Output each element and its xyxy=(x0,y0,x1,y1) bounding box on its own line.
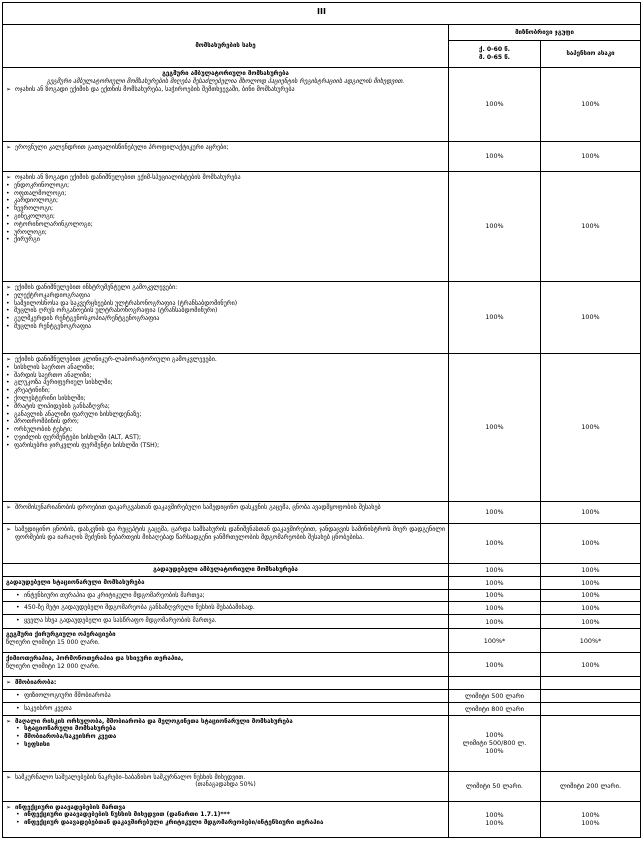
arrow-bullet-icon: ➢ xyxy=(6,679,12,687)
sub-item: კარდიოლოგი; xyxy=(14,197,59,205)
bullet-icon: • xyxy=(16,811,20,819)
bullet-icon: • xyxy=(6,181,10,189)
table-row xyxy=(3,576,641,589)
section-heading: ქიმიოთერაპია, ჰორმონოთერაპია და სხივური თერაპია, xyxy=(6,655,184,663)
service-item: ინფექციური დაავადებების მართვა xyxy=(15,803,126,811)
service-item: ოჯახის ან ზოგადი ექიმის და ექთნის მომსახურება, საჭიროების შემთხვევაში, ბინი მომსახურება xyxy=(15,85,295,93)
table-row xyxy=(3,172,641,282)
bullet-icon: • xyxy=(6,220,10,228)
sub-item: შარდის საერთო ანალიზი; xyxy=(14,371,92,379)
service-cell xyxy=(3,801,449,837)
bullet-icon: • xyxy=(6,394,10,402)
service-cell xyxy=(3,502,449,524)
sub-item: უროლოგი; xyxy=(14,228,47,236)
value-cell: 100% xyxy=(449,282,541,354)
value-cell: 100% xyxy=(449,576,541,589)
value-cell: ლიმიტი 800 ლარი xyxy=(449,702,541,715)
service-cell xyxy=(3,677,449,690)
arrow-bullet-icon: ➢ xyxy=(6,356,12,363)
bullet-icon: • xyxy=(16,617,20,625)
value-cell: 100% xyxy=(541,653,641,677)
value-cell xyxy=(449,677,541,690)
value-cell: 100% xyxy=(449,68,541,142)
value-line: 100% xyxy=(485,819,504,828)
sub-item: გლუკოზა პერიფერიულ სისხლში; xyxy=(14,379,113,387)
service-item: ეროვნული კალენდრით გათვალისწინებული პროფილაქტიკური აცრები; xyxy=(15,144,229,151)
table-row xyxy=(3,564,641,577)
value-cell xyxy=(541,702,641,715)
bullet-icon: • xyxy=(16,691,20,699)
sub-item: ელექტროკარდიოგრაფია xyxy=(14,291,91,299)
bullet-icon: • xyxy=(6,236,10,244)
service-cell xyxy=(3,702,449,715)
section-heading: მშობიარობა: xyxy=(15,679,57,687)
bullet-icon: • xyxy=(6,212,10,220)
value-line: 100% xyxy=(485,810,504,819)
service-cell xyxy=(3,524,449,564)
table-row xyxy=(3,653,641,677)
sub-item: ორსულობის ტესტი; xyxy=(14,426,73,434)
pension-age-header: საპენსიო ასაკი xyxy=(541,41,641,68)
table-title: III xyxy=(3,3,641,25)
table-row xyxy=(3,602,641,615)
age-group-header: ქ. 0-60 წ. მ. 0-65 წ. xyxy=(449,41,541,68)
bullet-icon: • xyxy=(16,725,20,733)
service-cell xyxy=(3,589,449,602)
arrow-bullet-icon: ➢ xyxy=(6,717,12,725)
sub-item: ოფთალმოლოგი; xyxy=(14,189,67,197)
table-row xyxy=(3,589,641,602)
bullet-icon: • xyxy=(16,604,20,612)
sub-item: ინფექციურ დაავადებებთან დაკავშირებული კრიტიკული მდგომარეობები/ინტენსიური თერაპია xyxy=(24,819,324,827)
service-cell xyxy=(3,653,449,677)
bullet-icon: • xyxy=(6,291,10,299)
arrow-bullet-icon: ➢ xyxy=(6,174,12,181)
value-cell xyxy=(449,801,541,837)
arrow-bullet-icon: ➢ xyxy=(6,144,12,151)
service-item: სამკურნალო საშუალებების ნაკრები–საბაზისო სამკურნალო ნუსხის მიხედვით. xyxy=(15,773,246,781)
copay-note: (თანაგადახდა 50%) xyxy=(195,781,256,789)
table-row xyxy=(3,801,641,837)
service-cell xyxy=(3,715,449,771)
value-line: 100% xyxy=(485,730,504,739)
value-line: 100% xyxy=(485,747,504,756)
service-item: ექიმის დანიშნულებით კლინიკურ-ლაბორატორიული გამოკვლევები. xyxy=(15,356,217,363)
section-heading: გადაუდებელი ამბულატორიული მომსახურება xyxy=(3,564,449,577)
arrow-bullet-icon: ➢ xyxy=(6,526,12,533)
value-cell: 100% xyxy=(541,282,641,354)
sub-item: სისხლის საერთო ანალიზი; xyxy=(14,363,95,371)
value-cell: 100% xyxy=(541,172,641,282)
bullet-icon: • xyxy=(6,402,10,410)
bullet-icon: • xyxy=(6,426,10,434)
bullet-icon: • xyxy=(16,733,20,741)
value-cell: 100% xyxy=(449,615,541,629)
value-line: ლიმიტი 500/800 ლ. xyxy=(462,738,527,747)
bullet-icon: • xyxy=(6,441,10,449)
service-cell xyxy=(3,615,449,629)
value-cell: 100% xyxy=(541,142,641,172)
value-cell xyxy=(449,715,541,771)
table-row xyxy=(3,524,641,564)
value-cell xyxy=(541,801,641,837)
service-cell xyxy=(3,771,449,801)
sub-item: ფარისებრი ჯირკვლის ფერმენტი სისხლში (TSH); xyxy=(14,441,160,449)
bullet-icon: • xyxy=(6,315,10,323)
arrow-bullet-icon: ➢ xyxy=(6,773,12,781)
table-row xyxy=(3,354,641,502)
sub-item: მუცლის რენტგენოგრაფია xyxy=(14,322,92,330)
sub-item: კრეატინინი; xyxy=(14,387,51,395)
sub-item: განავლის ანალიზი ფარული სისხლდენაზე; xyxy=(14,410,142,418)
bullet-icon: • xyxy=(16,819,20,827)
sub-item: ქოლესტერინი სისხლში; xyxy=(14,394,86,402)
value-cell: 100% xyxy=(449,653,541,677)
value-cell: 100% xyxy=(449,524,541,564)
value-cell xyxy=(541,677,641,690)
value-cell: 100% xyxy=(449,142,541,172)
table-row xyxy=(3,142,641,172)
service-cell xyxy=(3,172,449,282)
limit-note: წლიური ლიმიტი 15 000 ლარი. xyxy=(6,638,100,646)
bullet-icon: • xyxy=(6,322,10,330)
service-cell xyxy=(3,602,449,615)
bullet-icon: • xyxy=(6,205,10,213)
value-cell: 100% xyxy=(449,354,541,502)
value-cell xyxy=(541,715,641,771)
service-cell xyxy=(3,142,449,172)
sub-item: ქირურგი xyxy=(14,236,40,244)
table-row xyxy=(3,702,641,715)
sub-item: მშობიარობა/საკეისრო კვეთა xyxy=(24,733,117,741)
sub-item: 450-ზე მეტი გადაუდებელი მდგომარეობა განსაზღვრული ნუსხის შესაბამისად. xyxy=(24,604,255,612)
table-row xyxy=(3,502,641,524)
sub-item: სტაციონარული მომსახურება xyxy=(24,725,116,733)
table-row xyxy=(3,677,641,690)
sub-item: ოტორინოლარინგოლოგი; xyxy=(14,220,93,228)
service-cell xyxy=(3,629,449,653)
bullet-icon: • xyxy=(6,379,10,387)
bullet-icon: • xyxy=(6,433,10,441)
service-cell xyxy=(3,282,449,354)
service-item: ექიმის დანიშნულებით ინსტრუმენტული გამოკვლევები: xyxy=(15,284,178,291)
value-cell: ლიმიტი 200 ლარი. xyxy=(541,771,641,801)
sub-item: გინეკოლოგი; xyxy=(14,212,55,220)
arrow-bullet-icon: ➢ xyxy=(6,504,12,511)
table-row xyxy=(3,689,641,702)
bullet-icon: • xyxy=(6,299,10,307)
sub-item: პროთრომბინის დრო; xyxy=(14,418,79,426)
service-item: ოჯახის ან ზოგადი ექიმის დანიშნულებით ექიმ-სპეციალისტების მომსახურება xyxy=(15,174,241,181)
value-cell: 100%* xyxy=(541,629,641,653)
value-cell: 100% xyxy=(541,502,641,524)
bullet-icon: • xyxy=(6,410,10,418)
bullet-icon: • xyxy=(16,740,20,748)
value-cell: 100% xyxy=(449,589,541,602)
sub-item: საშვილოსნოსა და საკვერცხეების ულტრასონოგრაფია (ტრანსაბდომინური) xyxy=(14,299,238,307)
bullet-icon: • xyxy=(6,418,10,426)
sub-item: გულმკერდის რენტგენოსკოპია/რენტგენოგრაფია xyxy=(14,315,160,323)
sub-item: ღვიძლის ფერმენტები სისხლში (ALT, AST); xyxy=(14,433,142,441)
arrow-bullet-icon: ➢ xyxy=(6,803,12,811)
sub-item: ნევროლოგი; xyxy=(14,205,54,213)
table-row xyxy=(3,68,641,142)
bullet-icon: • xyxy=(6,363,10,371)
sub-item: საკეისრო კვეთა xyxy=(24,704,72,712)
sub-item: ფიზიოლოგიური მშობიარობა xyxy=(24,691,111,699)
value-cell: 100% xyxy=(449,602,541,615)
value-cell: 100% xyxy=(541,589,641,602)
value-cell: 100% xyxy=(541,564,641,577)
value-cell: 100% xyxy=(449,564,541,577)
service-item: სამედიცინო ცნობის, დასკვნის და რეცეპტის გაცემა, ცარდა სამსახურის დანიშვნასთან დაკავშირებით, ჯანდაცვის სამინისტროს მიერ დადგენილი ფორმების და იარაღის შეძენის ნებართვის მისაღებად წარსადგენი ჯანმრთელობის მდგომარეობის შესახებ ცნობებისა. xyxy=(15,526,445,541)
service-item: მაღალი რისკის ორსულობა, მშობიარობა და მელოგინეთა სტაციონარული მომსახურება xyxy=(15,717,293,725)
sub-item: ყველა სხვა გადაუდებელი და სასწრაფო მდგომარეობის მართვა. xyxy=(24,617,217,625)
sub-item: ენდოკრინოლოგი; xyxy=(14,181,70,189)
service-cell xyxy=(3,689,449,702)
table-row xyxy=(3,629,641,653)
arrow-bullet-icon: ➢ xyxy=(6,284,12,291)
value-cell: 100% xyxy=(541,524,641,564)
value-cell: ლიმიტი 50 ლარი. xyxy=(449,771,541,801)
service-cell xyxy=(3,354,449,502)
benefits-table xyxy=(2,2,641,838)
value-cell: 100% xyxy=(541,602,641,615)
value-cell: 100% xyxy=(541,576,641,589)
bullet-icon: • xyxy=(6,307,10,315)
table-row xyxy=(3,282,641,354)
bullet-icon: • xyxy=(16,591,20,599)
value-cell: 100% xyxy=(541,68,641,142)
section-heading: გეგმური ქირურგიული ოპერაციები xyxy=(6,631,116,639)
service-name-header: მომსახურების სახე xyxy=(3,25,449,68)
limit-note: წლიური ლიმიტი 12 000 ლარი. xyxy=(6,662,100,670)
table-row xyxy=(3,615,641,629)
value-cell: 100% xyxy=(449,172,541,282)
arrow-bullet-icon: ➢ xyxy=(6,85,12,93)
sub-item: ინფექციური დაავადებების ნუსხის მიხედვით (დანართი 1.7.1)*** xyxy=(24,811,230,819)
sub-item: შრატის ლიპიდების განსაზღვრა; xyxy=(14,402,110,410)
bullet-icon: • xyxy=(6,228,10,236)
value-cell xyxy=(541,689,641,702)
value-cell: 100% xyxy=(541,354,641,502)
value-line: 100% xyxy=(581,819,600,828)
table-row xyxy=(3,771,641,801)
value-cell: ლიმიტი 500 ლარი xyxy=(449,689,541,702)
value-cell: 100%* xyxy=(449,629,541,653)
value-cell: 100% xyxy=(449,502,541,524)
bullet-icon: • xyxy=(6,371,10,379)
bullet-icon: • xyxy=(6,197,10,205)
bullet-icon: • xyxy=(16,704,20,712)
section-note: გეგმური ამბულატორიული მომსახურების მიღება შესაძლებელია მხოლოდ პაციენტის რეგისტრაციის ადგილის მიხედვით. xyxy=(46,77,405,85)
sub-item: ინტენსიური თერაპია და კრიტიკული მდგომარეობის მართვა; xyxy=(24,591,205,599)
value-line: 100% xyxy=(581,810,600,819)
bullet-icon: • xyxy=(6,387,10,395)
bullet-icon: • xyxy=(6,189,10,197)
table-row xyxy=(3,715,641,771)
service-cell xyxy=(3,68,449,142)
target-group-header: მიზნობრივი ჯგუფი xyxy=(449,25,641,41)
service-item: შრომისუნარიანობის დროებით დაკარგვასთან დაკავშირებული სამედიცინო დასკვნის გაცემა, ცნობა ავადმყოფობის შესახებ xyxy=(15,504,381,511)
sub-item: სეფსისი xyxy=(24,740,50,748)
section-heading: გადაუდებელი სტაციონარული მომსახურება xyxy=(3,576,449,589)
value-cell: 100% xyxy=(541,615,641,629)
section-heading: გეგმური ამბულატორიული მომსახურება xyxy=(162,70,289,77)
sub-item: მუცლის ღრუს ორგანოების ულტრასონოგრაფია (ტრანსაბდომინური) xyxy=(14,307,218,315)
